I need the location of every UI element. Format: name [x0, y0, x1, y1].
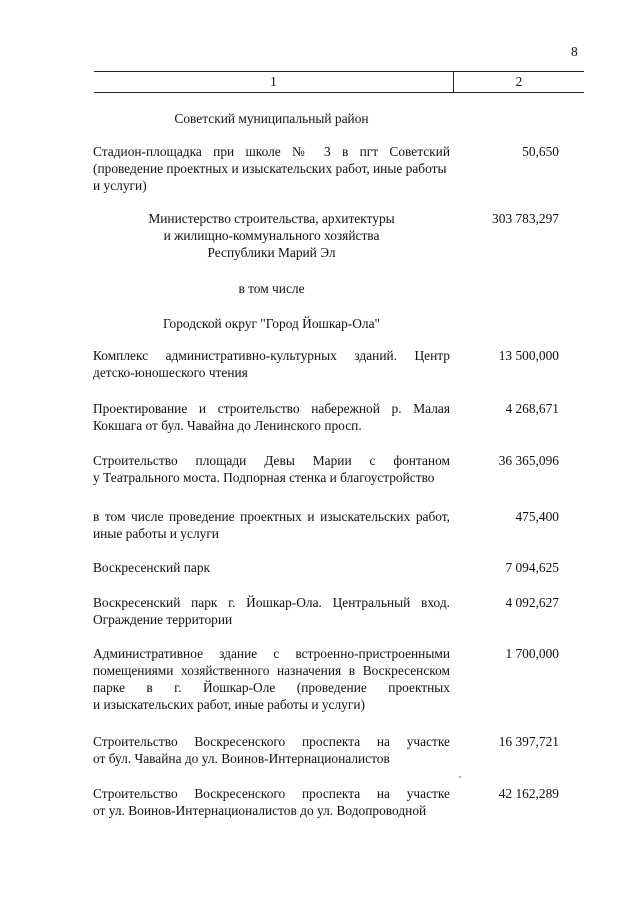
row-text-line: Воскресенский парк — [93, 560, 211, 575]
row-description — [93, 645, 450, 713]
row-amount: 42 162,289 — [498, 786, 559, 801]
row-text-line: Строительство Воскресенского проспекта на участке — [93, 734, 450, 749]
row-text-line: Строительство Воскресенского проспекта на участке — [93, 786, 450, 801]
section-heading — [93, 280, 450, 297]
row-amount: 4 092,627 — [505, 595, 559, 610]
row-description — [93, 452, 450, 486]
row-text-line: и услуги) — [93, 178, 147, 193]
row-description — [93, 785, 450, 819]
row-text-line: в том числе — [238, 281, 305, 296]
section-heading — [93, 315, 450, 332]
row-text-line: Стадион-площадка при школе № 3 в пгт Советский — [93, 144, 450, 159]
row-text-line: от бул. Чавайна до ул. Воинов-Интернационалистов — [93, 751, 390, 766]
row-description — [93, 347, 450, 381]
row-text-line: Республики Марий Эл — [207, 245, 336, 260]
row-text-line: от ул. Воинов-Интернационалистов до ул. Водопроводной — [93, 803, 427, 818]
row-amount: 36 365,096 — [498, 453, 559, 468]
column-header-1: 1 — [270, 74, 277, 89]
row-text-line: (проведение проектных и изыскательских работ, иные работы — [93, 161, 447, 176]
row-text-line: Советский муниципальный район — [174, 111, 369, 126]
row-amount: 303 783,297 — [492, 211, 559, 226]
row-text-line: и жилищно-коммунального хозяйства — [163, 228, 380, 243]
row-text-line: и изыскательских работ, иные работы и услуги) — [93, 697, 365, 712]
row-text-line: Кокшага от бул. Чавайна до Ленинского просп. — [93, 418, 362, 433]
row-text-line: Городской округ "Город Йошкар-Ола" — [162, 316, 381, 331]
row-text-line: у Театрального моста. Подпорная стенка и благоустройство — [93, 470, 435, 485]
row-description — [93, 733, 450, 767]
scan-speck — [459, 776, 461, 778]
row-description — [93, 594, 450, 628]
row-text-line: Министерство строительства, архитектуры — [148, 211, 395, 226]
table-header — [94, 71, 584, 93]
row-text-line: детско-юношеского чтения — [93, 365, 248, 380]
row-description — [93, 559, 450, 576]
row-amount: 50,650 — [522, 144, 559, 159]
row-text-line: Ограждение территории — [93, 612, 233, 627]
row-amount: 475,400 — [515, 509, 559, 524]
row-amount: 13 500,000 — [498, 348, 559, 363]
row-text-line: помещениями хозяйственного назначения в Воскресенском — [93, 663, 450, 678]
row-description — [93, 143, 450, 194]
row-amount: 1 700,000 — [505, 646, 559, 661]
row-text-line: Комплекс административно-культурных зданий. Центр — [93, 348, 450, 363]
row-text-line: Административное здание с встроенно-пристроенными — [93, 646, 450, 661]
row-amount: 4 268,671 — [505, 401, 559, 416]
row-amount: 16 397,721 — [498, 734, 559, 749]
row-text-line: Строительство площади Девы Марии с фонтаном — [93, 453, 450, 468]
row-description — [93, 400, 450, 434]
row-text-line: Проектирование и строительство набережной р. Малая — [93, 401, 450, 416]
row-description — [93, 508, 450, 542]
row-text-line: в том числе проведение проектных и изыскательских работ, — [93, 509, 450, 524]
row-text-line: иные работы и услуги — [93, 526, 219, 541]
page-number: 8 — [571, 44, 578, 59]
row-text-line: Воскресенский парк г. Йошкар-Ола. Центральный вход. — [93, 595, 450, 610]
row-amount: 7 094,625 — [505, 560, 559, 575]
row-text-line: парке в г. Йошкар-Оле (проведение проектных — [93, 680, 450, 695]
section-heading — [93, 210, 450, 261]
section-heading — [93, 110, 450, 127]
column-header-2: 2 — [515, 74, 523, 89]
